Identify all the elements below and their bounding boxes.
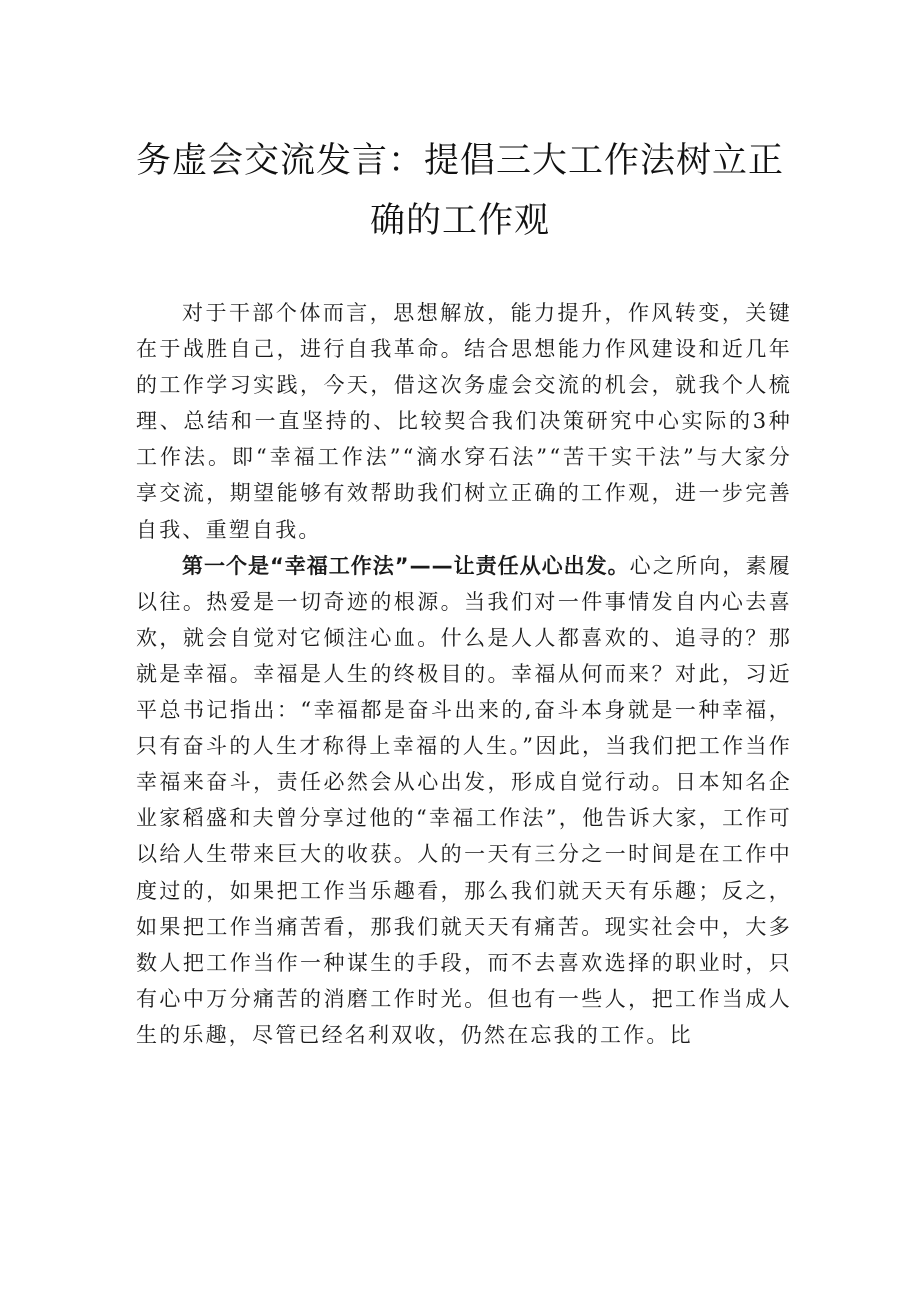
paragraph-intro-text: 对于干部个体而言，思想解放，能力提升，作风转变，关键在于战胜自己，进行自我革命。结合思想能力作风建设和近几年的工作学习实践，今天，借这次务虚会交流的机会，就我个人梳理、总结和一直坚持的、比较契合我们决策研究中心实际的3种工作法。即“幸福工作法”“滴水穿石法”“苦干实干法”与大家分享交流，期望能够有效帮助我们树立正确的工作观，进一步完善自我、重塑自我。 — [136, 301, 792, 542]
document-title-line-2: 确的工作观 — [369, 201, 550, 241]
paragraph-method-1 — [136, 548, 792, 1053]
paragraph-intro — [136, 295, 792, 548]
document-body — [136, 295, 792, 1053]
paragraph-method-1-heading: 第一个是“幸福工作法”——让责任从心出发。 — [182, 553, 630, 578]
paragraph-method-1-text: 心之所向，素履以往。热爱是一切奇迹的根源。当我们对一件事情发自内心去喜欢，就会自觉对它倾注心血。什么是人人都喜欢的、追寻的？那就是幸福。幸福是人生的终极目的。幸福从何而来？对此，习近平总书记指出：“幸福都是奋斗出来的,奋斗本身就是一种幸福，只有奋斗的人生才称得上幸福的人生。”因此，当我们把工作当作幸福来奋斗，责任必然会从心出发，形成自觉行动。日本知名企业家稻盛和夫曾分享过他的“幸福工作法”，他告诉大家，工作可以给人生带来巨大的收获。人的一天有三分之一时间是在工作中度过的，如果把工作当乐趣看，那么我们就天天有乐趣；反之，如果把工作当痛苦看，那我们就天天有痛苦。现实社会中，大多数人把工作当作一种谋生的手段，而不去喜欢选择的职业时，只有心中万分痛苦的消磨工作时光。但也有一些人，把工作当成人生的乐趣，尽管已经名利双收，仍然在忘我的工作。比 — [136, 553, 793, 1047]
document-title-line-1: 务虚会交流发言：提倡三大工作法树立正 — [135, 141, 784, 181]
